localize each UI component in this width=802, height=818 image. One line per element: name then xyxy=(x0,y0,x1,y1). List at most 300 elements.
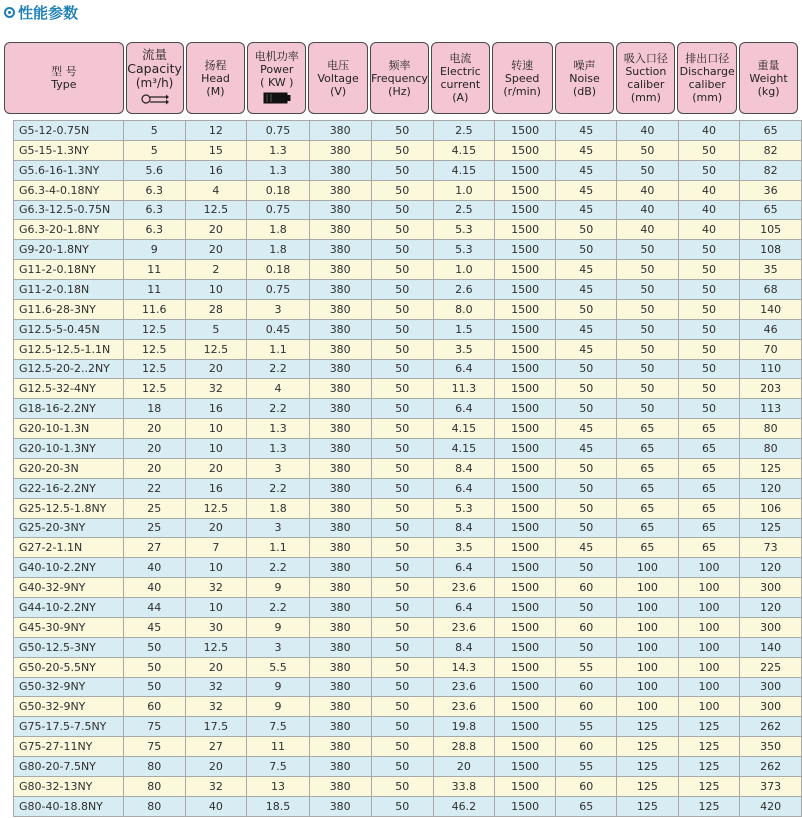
cell-frequency: 50 xyxy=(371,518,434,538)
table-row xyxy=(14,359,802,379)
table-row xyxy=(14,260,802,280)
cell-discharge: 50 xyxy=(678,240,740,260)
cell-current: 46.2 xyxy=(434,796,495,816)
cell-power: 2.2 xyxy=(247,598,310,618)
cell-noise: 60 xyxy=(556,677,617,697)
cell-head: 32 xyxy=(185,379,247,399)
cell-weight: 120 xyxy=(740,558,802,578)
header-suction-line: 吸入口径 xyxy=(623,52,668,65)
cell-speed: 1500 xyxy=(494,140,556,160)
cell-type: G18-16-2.2NY xyxy=(14,399,124,419)
header-suction-line: caliber xyxy=(627,78,665,91)
table-row xyxy=(14,498,802,518)
cell-noise: 50 xyxy=(556,558,617,578)
cell-voltage: 380 xyxy=(309,200,371,220)
cell-speed: 1500 xyxy=(494,121,556,141)
cell-head: 2 xyxy=(185,260,247,280)
cell-head: 16 xyxy=(185,478,247,498)
cell-capacity: 20 xyxy=(123,458,185,478)
table-row xyxy=(14,757,802,777)
cell-capacity: 60 xyxy=(123,697,185,717)
cell-power: 1.8 xyxy=(247,240,310,260)
cell-type: G20-20-3N xyxy=(14,458,124,478)
header-power-line: Power xyxy=(260,62,294,76)
cell-power: 0.75 xyxy=(247,121,310,141)
cell-noise: 55 xyxy=(556,657,617,677)
cell-noise: 60 xyxy=(556,737,617,757)
cell-noise: 50 xyxy=(556,478,617,498)
cell-discharge: 50 xyxy=(678,260,740,280)
cell-type: G5.6-16-1.3NY xyxy=(14,160,124,180)
cell-capacity: 80 xyxy=(123,776,185,796)
cell-current: 5.3 xyxy=(434,498,495,518)
table-row xyxy=(14,140,802,160)
cell-noise: 45 xyxy=(556,260,617,280)
cell-current: 20 xyxy=(434,757,495,777)
cell-discharge: 65 xyxy=(678,518,740,538)
cell-weight: 82 xyxy=(740,140,802,160)
cell-capacity: 25 xyxy=(123,498,185,518)
cell-voltage: 380 xyxy=(309,478,371,498)
table-row xyxy=(14,458,802,478)
cell-weight: 300 xyxy=(740,617,802,637)
cell-power: 0.75 xyxy=(247,200,310,220)
cell-suction: 65 xyxy=(617,538,679,558)
cell-head: 20 xyxy=(185,518,247,538)
cell-power: 1.1 xyxy=(247,339,310,359)
cell-noise: 45 xyxy=(556,280,617,300)
cell-voltage: 380 xyxy=(309,657,371,677)
cell-capacity: 75 xyxy=(123,717,185,737)
cell-speed: 1500 xyxy=(494,697,556,717)
cell-suction: 40 xyxy=(617,220,679,240)
cell-noise: 45 xyxy=(556,200,617,220)
cell-discharge: 100 xyxy=(678,657,740,677)
cell-discharge: 65 xyxy=(678,419,740,439)
cell-suction: 125 xyxy=(617,717,679,737)
cell-capacity: 40 xyxy=(123,558,185,578)
header-noise-line: (dB) xyxy=(572,84,597,98)
cell-frequency: 50 xyxy=(371,280,434,300)
cell-frequency: 50 xyxy=(371,677,434,697)
cell-suction: 65 xyxy=(617,518,679,538)
cell-speed: 1500 xyxy=(494,399,556,419)
table-row xyxy=(14,121,802,141)
cell-type: G75-27-11NY xyxy=(14,737,124,757)
cell-capacity: 12.5 xyxy=(123,359,185,379)
cell-voltage: 380 xyxy=(309,399,371,419)
table-row xyxy=(14,399,802,419)
cell-head: 20 xyxy=(185,657,247,677)
cell-suction: 50 xyxy=(617,399,679,419)
cell-speed: 1500 xyxy=(494,160,556,180)
cell-discharge: 50 xyxy=(678,399,740,419)
cell-frequency: 50 xyxy=(371,121,434,141)
cell-voltage: 380 xyxy=(309,598,371,618)
cell-capacity: 20 xyxy=(123,439,185,459)
header-weight-line: Weight xyxy=(749,71,788,85)
cell-type: G22-16-2.2NY xyxy=(14,478,124,498)
cell-voltage: 380 xyxy=(309,439,371,459)
cell-weight: 140 xyxy=(740,637,802,657)
cell-discharge: 65 xyxy=(678,458,740,478)
cell-speed: 1500 xyxy=(494,637,556,657)
cell-frequency: 50 xyxy=(371,299,434,319)
cell-noise: 45 xyxy=(556,439,617,459)
cell-type: G50-12.5-3NY xyxy=(14,637,124,657)
cell-suction: 65 xyxy=(617,498,679,518)
cell-current: 28.8 xyxy=(434,737,495,757)
cell-type: G45-30-9NY xyxy=(14,617,124,637)
cell-frequency: 50 xyxy=(371,578,434,598)
cell-voltage: 380 xyxy=(309,121,371,141)
cell-weight: 300 xyxy=(740,677,802,697)
table-row xyxy=(14,439,802,459)
table-row xyxy=(14,598,802,618)
cell-type: G27-2-1.1N xyxy=(14,538,124,558)
cell-voltage: 380 xyxy=(309,558,371,578)
cell-weight: 120 xyxy=(740,478,802,498)
cell-power: 1.8 xyxy=(247,498,310,518)
cell-current: 5.3 xyxy=(434,240,495,260)
cell-speed: 1500 xyxy=(494,478,556,498)
cell-noise: 45 xyxy=(556,121,617,141)
cell-head: 20 xyxy=(185,359,247,379)
header-power-line: 电机功率 xyxy=(254,49,299,63)
cell-suction: 125 xyxy=(617,776,679,796)
header-voltage-line: (V) xyxy=(330,84,347,98)
cell-head: 20 xyxy=(185,458,247,478)
table-row xyxy=(14,558,802,578)
cell-frequency: 50 xyxy=(371,737,434,757)
cell-suction: 100 xyxy=(617,617,679,637)
cell-suction: 50 xyxy=(617,319,679,339)
cell-power: 2.2 xyxy=(247,359,310,379)
cell-suction: 65 xyxy=(617,439,679,459)
cell-current: 1.0 xyxy=(434,180,495,200)
cell-capacity: 18 xyxy=(123,399,185,419)
header-frequency-line: 频率 xyxy=(388,58,411,72)
cell-voltage: 380 xyxy=(309,180,371,200)
cell-suction: 50 xyxy=(617,299,679,319)
cell-current: 11.3 xyxy=(434,379,495,399)
header-head-line: Head xyxy=(201,71,230,85)
cell-discharge: 100 xyxy=(678,578,740,598)
header-head-line: (M) xyxy=(206,84,225,98)
cell-speed: 1500 xyxy=(494,578,556,598)
cell-discharge: 50 xyxy=(678,299,740,319)
cell-head: 10 xyxy=(185,558,247,578)
cell-head: 10 xyxy=(185,598,247,618)
cell-head: 20 xyxy=(185,220,247,240)
cell-head: 10 xyxy=(185,439,247,459)
cell-weight: 73 xyxy=(740,538,802,558)
table-row xyxy=(14,419,802,439)
cell-power: 3 xyxy=(247,458,310,478)
cell-frequency: 50 xyxy=(371,339,434,359)
cell-weight: 108 xyxy=(740,240,802,260)
cell-capacity: 50 xyxy=(123,677,185,697)
cell-speed: 1500 xyxy=(494,776,556,796)
cell-head: 15 xyxy=(185,140,247,160)
cell-voltage: 380 xyxy=(309,319,371,339)
cell-weight: 262 xyxy=(740,757,802,777)
cell-type: G12.5-5-0.45N xyxy=(14,319,124,339)
cell-voltage: 380 xyxy=(309,140,371,160)
cell-speed: 1500 xyxy=(494,419,556,439)
header-voltage-line: Voltage xyxy=(317,71,359,85)
header-current xyxy=(431,42,490,114)
cell-frequency: 50 xyxy=(371,180,434,200)
cell-head: 12.5 xyxy=(185,339,247,359)
table-row xyxy=(14,796,802,816)
cell-frequency: 50 xyxy=(371,598,434,618)
cell-speed: 1500 xyxy=(494,677,556,697)
cell-noise: 60 xyxy=(556,578,617,598)
cell-weight: 350 xyxy=(740,737,802,757)
cell-frequency: 50 xyxy=(371,240,434,260)
cell-capacity: 80 xyxy=(123,757,185,777)
cell-voltage: 380 xyxy=(309,717,371,737)
section-title xyxy=(4,2,78,22)
cell-noise: 60 xyxy=(556,697,617,717)
cell-weight: 420 xyxy=(740,796,802,816)
cell-noise: 65 xyxy=(556,796,617,816)
cell-weight: 373 xyxy=(740,776,802,796)
cell-discharge: 50 xyxy=(678,359,740,379)
cell-noise: 50 xyxy=(556,299,617,319)
cell-speed: 1500 xyxy=(494,558,556,578)
cell-noise: 60 xyxy=(556,617,617,637)
cell-voltage: 380 xyxy=(309,538,371,558)
cell-head: 40 xyxy=(185,796,247,816)
cell-power: 2.2 xyxy=(247,478,310,498)
cell-capacity: 11 xyxy=(123,260,185,280)
circle-bullet-icon xyxy=(4,7,15,18)
cell-type: G11-2-0.18NY xyxy=(14,260,124,280)
cell-speed: 1500 xyxy=(494,379,556,399)
cell-capacity: 22 xyxy=(123,478,185,498)
cell-power: 2.2 xyxy=(247,399,310,419)
cell-weight: 225 xyxy=(740,657,802,677)
cell-type: G50-32-9NY xyxy=(14,697,124,717)
cell-power: 0.18 xyxy=(247,260,310,280)
header-current-line: Electric xyxy=(439,65,481,78)
cell-voltage: 380 xyxy=(309,240,371,260)
header-head xyxy=(186,42,246,114)
cell-voltage: 380 xyxy=(309,578,371,598)
header-discharge-line: Discharge xyxy=(679,65,735,78)
table-row xyxy=(14,697,802,717)
cell-frequency: 50 xyxy=(371,200,434,220)
header-weight-line: (kg) xyxy=(757,84,780,98)
header-frequency xyxy=(370,42,429,114)
cell-discharge: 125 xyxy=(678,796,740,816)
cell-type: G80-20-7.5NY xyxy=(14,757,124,777)
cell-discharge: 50 xyxy=(678,319,740,339)
cell-discharge: 100 xyxy=(678,558,740,578)
cell-suction: 40 xyxy=(617,121,679,141)
cell-head: 30 xyxy=(185,617,247,637)
cell-suction: 50 xyxy=(617,339,679,359)
cell-frequency: 50 xyxy=(371,637,434,657)
cell-power: 9 xyxy=(247,697,310,717)
table-row xyxy=(14,737,802,757)
cell-current: 19.8 xyxy=(434,717,495,737)
cell-speed: 1500 xyxy=(494,200,556,220)
cell-frequency: 50 xyxy=(371,140,434,160)
table-row xyxy=(14,220,802,240)
cell-voltage: 380 xyxy=(309,339,371,359)
cell-voltage: 380 xyxy=(309,280,371,300)
cell-speed: 1500 xyxy=(494,518,556,538)
cell-type: G25-20-3NY xyxy=(14,518,124,538)
cell-head: 7 xyxy=(185,538,247,558)
cell-head: 20 xyxy=(185,757,247,777)
cell-suction: 65 xyxy=(617,419,679,439)
cell-speed: 1500 xyxy=(494,796,556,816)
cell-head: 16 xyxy=(185,399,247,419)
cell-noise: 55 xyxy=(556,717,617,737)
table-row xyxy=(14,538,802,558)
cell-head: 32 xyxy=(185,677,247,697)
cell-power: 3 xyxy=(247,518,310,538)
cell-suction: 50 xyxy=(617,379,679,399)
cell-capacity: 6.3 xyxy=(123,180,185,200)
cell-capacity: 50 xyxy=(123,637,185,657)
cell-speed: 1500 xyxy=(494,180,556,200)
header-noise xyxy=(555,42,615,114)
table-row xyxy=(14,478,802,498)
cell-capacity: 27 xyxy=(123,538,185,558)
cell-noise: 50 xyxy=(556,637,617,657)
cell-power: 9 xyxy=(247,578,310,598)
cell-current: 23.6 xyxy=(434,697,495,717)
header-capacity-line: (m³/h) xyxy=(135,75,174,90)
cell-current: 2.5 xyxy=(434,200,495,220)
cell-noise: 45 xyxy=(556,419,617,439)
cell-type: G9-20-1.8NY xyxy=(14,240,124,260)
cell-discharge: 100 xyxy=(678,697,740,717)
cell-suction: 40 xyxy=(617,180,679,200)
cell-speed: 1500 xyxy=(494,339,556,359)
cell-suction: 125 xyxy=(617,737,679,757)
cell-voltage: 380 xyxy=(309,160,371,180)
cell-weight: 46 xyxy=(740,319,802,339)
table-row xyxy=(14,677,802,697)
cell-speed: 1500 xyxy=(494,260,556,280)
cell-frequency: 50 xyxy=(371,260,434,280)
cell-head: 10 xyxy=(185,419,247,439)
cell-discharge: 65 xyxy=(678,478,740,498)
cell-type: G6.3-12.5-0.75N xyxy=(14,200,124,220)
table-row xyxy=(14,776,802,796)
cell-suction: 100 xyxy=(617,697,679,717)
header-head-line: 扬程 xyxy=(204,58,227,72)
header-power xyxy=(247,42,306,114)
cell-current: 6.4 xyxy=(434,478,495,498)
table-row xyxy=(14,637,802,657)
cell-voltage: 380 xyxy=(309,260,371,280)
header-suction-line: Suction xyxy=(625,65,667,78)
cell-current: 6.4 xyxy=(434,399,495,419)
cell-suction: 50 xyxy=(617,140,679,160)
cell-type: G12.5-12.5-1.1N xyxy=(14,339,124,359)
cell-capacity: 12.5 xyxy=(123,339,185,359)
cell-capacity: 44 xyxy=(123,598,185,618)
cell-power: 0.45 xyxy=(247,319,310,339)
cell-suction: 100 xyxy=(617,677,679,697)
cell-head: 17.5 xyxy=(185,717,247,737)
cell-frequency: 50 xyxy=(371,160,434,180)
table-row xyxy=(14,617,802,637)
section-title-text: 性能参数 xyxy=(18,3,79,22)
cell-speed: 1500 xyxy=(494,737,556,757)
cell-speed: 1500 xyxy=(494,498,556,518)
header-current-line: (A) xyxy=(452,91,469,104)
cell-speed: 1500 xyxy=(494,439,556,459)
cell-frequency: 50 xyxy=(371,359,434,379)
cell-suction: 125 xyxy=(617,757,679,777)
table-row xyxy=(14,299,802,319)
cell-current: 1.0 xyxy=(434,260,495,280)
table-row xyxy=(14,160,802,180)
cell-frequency: 50 xyxy=(371,399,434,419)
cell-discharge: 65 xyxy=(678,498,740,518)
cell-type: G5-15-1.3NY xyxy=(14,140,124,160)
cell-head: 10 xyxy=(185,280,247,300)
cell-weight: 105 xyxy=(740,220,802,240)
header-weight-line: 重量 xyxy=(757,58,780,72)
table-row xyxy=(14,180,802,200)
cell-discharge: 125 xyxy=(678,717,740,737)
cell-suction: 100 xyxy=(617,598,679,618)
cell-head: 12.5 xyxy=(185,498,247,518)
cell-type: G11-2-0.18N xyxy=(14,280,124,300)
cell-power: 5.5 xyxy=(247,657,310,677)
cell-current: 33.8 xyxy=(434,776,495,796)
cell-type: G50-32-9NY xyxy=(14,677,124,697)
cell-power: 18.5 xyxy=(247,796,310,816)
cell-capacity: 80 xyxy=(123,796,185,816)
cell-discharge: 50 xyxy=(678,280,740,300)
header-suction xyxy=(616,42,675,114)
cell-speed: 1500 xyxy=(494,458,556,478)
cell-capacity: 25 xyxy=(123,518,185,538)
cell-weight: 80 xyxy=(740,439,802,459)
cell-current: 3.5 xyxy=(434,538,495,558)
table-header xyxy=(4,42,798,114)
cell-voltage: 380 xyxy=(309,737,371,757)
cell-noise: 45 xyxy=(556,180,617,200)
cell-type: G12.5-32-4NY xyxy=(14,379,124,399)
cell-discharge: 65 xyxy=(678,538,740,558)
cell-type: G80-32-13NY xyxy=(14,776,124,796)
cell-type: G44-10-2.2NY xyxy=(14,598,124,618)
cell-head: 12.5 xyxy=(185,637,247,657)
cell-weight: 125 xyxy=(740,518,802,538)
cell-frequency: 50 xyxy=(371,558,434,578)
cell-type: G40-32-9NY xyxy=(14,578,124,598)
cell-type: G12.5-20-2..2NY xyxy=(14,359,124,379)
cell-speed: 1500 xyxy=(494,717,556,737)
cell-power: 9 xyxy=(247,617,310,637)
cell-discharge: 125 xyxy=(678,757,740,777)
cell-head: 32 xyxy=(185,776,247,796)
header-weight xyxy=(739,42,798,114)
cell-power: 7.5 xyxy=(247,757,310,777)
cell-discharge: 100 xyxy=(678,677,740,697)
